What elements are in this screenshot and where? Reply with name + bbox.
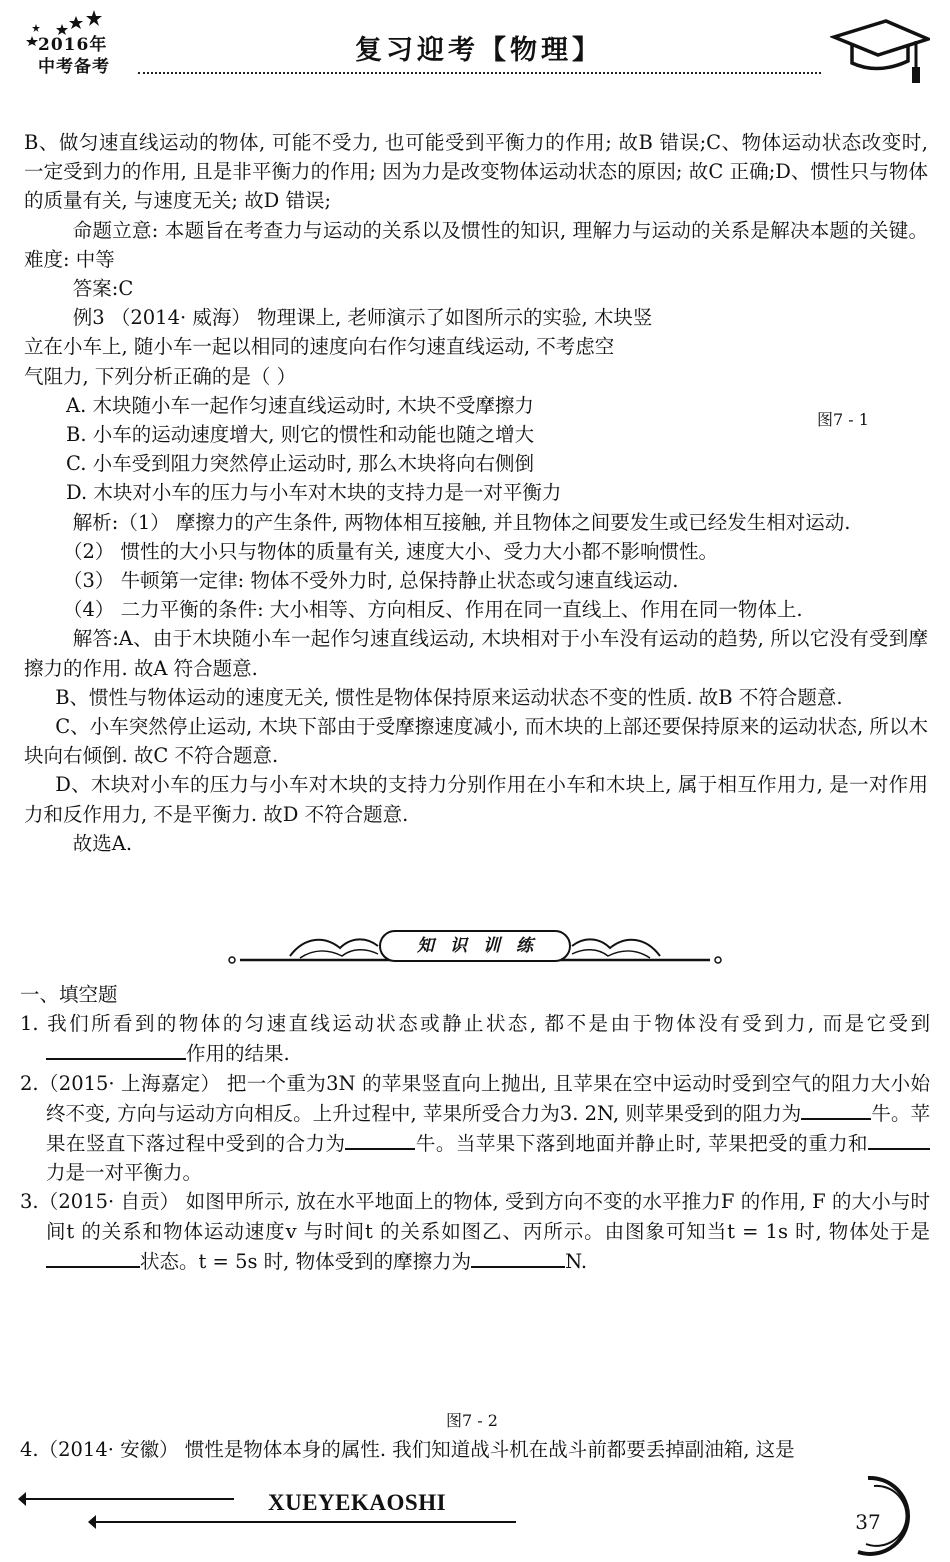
content-body bbox=[24, 128, 928, 858]
solution-line: 解答:A、由于木块随小车一起作匀速直线运动, 木块相对于小车没有运动的趋势, 所以它没有受到摩擦力的作用. 故A 符合题意. bbox=[24, 627, 928, 680]
page-number: 37 bbox=[855, 1510, 881, 1534]
example-header: 例3 （2014· 威海） 物理课上, 老师演示了如图所示的实验, 木块竖 bbox=[72, 306, 653, 330]
answer-line: 答案:C bbox=[72, 277, 134, 301]
option-a: A. 木块随小车一起作匀速直线运动时, 木块不受摩擦力 bbox=[66, 393, 534, 417]
exercises bbox=[20, 980, 930, 1276]
answer-blank[interactable] bbox=[345, 1128, 415, 1150]
solution-line: C、小车突然停止运动, 木块下部由于受摩擦速度减小, 而木块的上部还要保持原来的运动状态, 所以木块向右倾倒. 故C 不符合题意. bbox=[24, 715, 928, 768]
figure-caption: 图7 - 1 bbox=[817, 410, 869, 429]
paragraph: 命题立意: 本题旨在考查力与运动的关系以及惯性的知识, 理解力与运动的关系是解决本题的关键。难度: 中等 bbox=[24, 218, 928, 271]
question-3: 3.（2015· 自贡） 如图甲所示, 放在水平地面上的物体, 受到方向不变的水平推力F 的作用, F 的大小与时间t 的关系和物体运动速度v 与时间t 的关系如图乙、丙所示。由图象可知当t = 1s 时, 物体处于是状态。t = 5s 时, 物体受到的摩擦力为 N. bbox=[20, 1190, 930, 1273]
answer-blank[interactable] bbox=[46, 1038, 186, 1060]
option-d: D. 木块对小车的压力与小车对木块的支持力是一对平衡力 bbox=[66, 481, 562, 505]
section-title: 知识训练 bbox=[417, 936, 549, 956]
header-divider bbox=[138, 72, 821, 74]
option-c: C. 小车受到阻力突然停止运动时, 那么木块将向右侧倒 bbox=[66, 452, 535, 476]
answer-blank[interactable] bbox=[471, 1246, 565, 1268]
analysis-line: （2） 惯性的大小只与物体的质量有关, 速度大小、受力大小都不影响惯性。 bbox=[63, 539, 719, 563]
question-4: 4.（2014· 安徽） 惯性是物体本身的属性. 我们知道战斗机在战斗前都要丢掉副油箱, 这是 bbox=[20, 1438, 795, 1461]
paragraph: B、做匀速直线运动的物体, 可能不受力, 也可能受到平衡力的作用; 故B 错误;C、物体运动状态改变时, 一定受到力的作用, 且是非平衡力的作用; 因为力是改变物体运动状态的原因; 故C 正确;D、惯性只与物体的质量有关, 与速度无关; 故D 错误; bbox=[24, 131, 928, 213]
section-banner bbox=[220, 928, 730, 968]
solution-line: B、惯性与物体运动的速度无关, 惯性是物体保持原来运动状态不变的性质. 故B 不符合题意. bbox=[55, 685, 843, 709]
example-text: 立在小车上, 随小车一起以相同的速度向右作匀速直线运动, 不考虑空 bbox=[24, 335, 615, 359]
option-b: B. 小车的运动速度增大, 则它的惯性和动能也随之增大 bbox=[66, 423, 535, 447]
footer-text: XUEYEKAOSHI bbox=[268, 1490, 447, 1515]
question-2: 2.（2015· 上海嘉定） 把一个重为3N 的苹果竖直向上抛出, 且苹果在空中运动时受到空气的阻力大小始终不变, 方向与运动方向相反。上升过程中, 苹果所受合力为3. 2N, 则苹果受到的阻力为 牛。苹果在竖直下落过程中受到的合力为 牛。当苹果下落到地面并静止时, 苹果把受的重力和力是一对平衡力。 bbox=[20, 1071, 930, 1185]
analysis-line: 解析:（1） 摩擦力的产生条件, 两物体相互接触, 并且物体之间要发生或已经发生相对运动. bbox=[72, 510, 851, 534]
header-exam-label: 中考备考 bbox=[38, 57, 110, 77]
answer-blank[interactable] bbox=[868, 1128, 930, 1150]
analysis-line: （4） 二力平衡的条件: 大小相等、方向相反、作用在同一直线上、作用在同一物体上. bbox=[63, 598, 803, 622]
footer-ornament-icon bbox=[0, 1470, 950, 1562]
page-header bbox=[0, 0, 950, 95]
analysis-line: （3） 牛顿第一定律: 物体不受外力时, 总保持静止状态或匀速直线运动. bbox=[63, 569, 679, 593]
page-title: 复习迎考【物理】 bbox=[355, 35, 603, 66]
graduation-cap-icon bbox=[830, 15, 930, 85]
example-text: 气阻力, 下列分析正确的是（ ） bbox=[24, 364, 297, 388]
solution-line: D、木块对小车的压力与小车对木块的支持力分别作用在小车和木块上, 属于相互作用力, 是一对作用力和反作用力, 不是平衡力. 故D 不符合题意. bbox=[24, 773, 928, 826]
page-footer bbox=[0, 1470, 950, 1562]
figure-caption: 图7 - 2 bbox=[446, 1411, 498, 1430]
question-1: 1. 我们所看到的物体的匀速直线运动状态或静止状态, 都不是由于物体没有受到力, 而是它受到作用的结果. bbox=[20, 1012, 930, 1066]
answer-blank[interactable] bbox=[801, 1098, 871, 1120]
answer-blank[interactable] bbox=[46, 1246, 140, 1268]
final-choice: 故选A. bbox=[72, 831, 133, 855]
header-year: 2016年 bbox=[38, 35, 108, 55]
exercise-heading: 一、填空题 bbox=[20, 983, 118, 1006]
